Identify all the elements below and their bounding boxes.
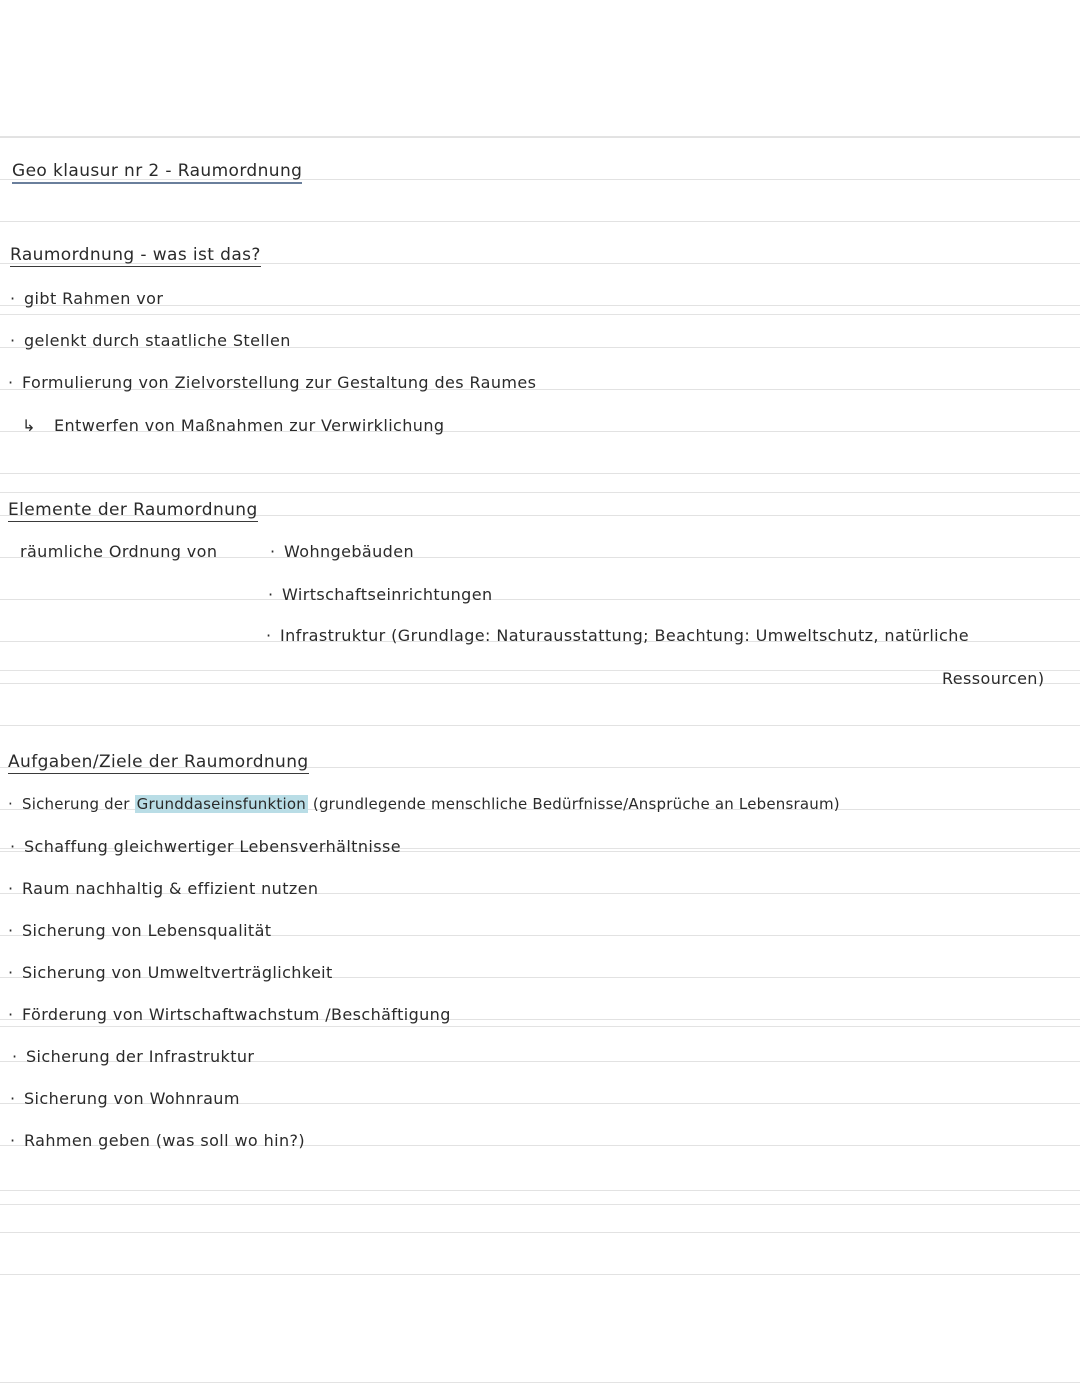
bullet-glyph: · — [8, 373, 14, 392]
section-heading-text: Raumordnung - was ist das? — [10, 245, 261, 265]
list-item-text: Sicherung der — [22, 795, 130, 813]
list-item-continuation — [942, 668, 1045, 690]
bullet-glyph: · — [266, 626, 272, 645]
list-item-text: Entwerfen von Maßnahmen zur Verwirklichung — [54, 416, 445, 435]
list-item-text: Wirtschaftseinrichtungen — [282, 585, 493, 604]
list-item — [10, 836, 401, 858]
section-heading-text: Elemente der Raumordnung — [8, 500, 258, 520]
list-item — [268, 584, 493, 606]
list-item — [10, 1130, 305, 1152]
list-item-text: Ressourcen) — [942, 669, 1045, 688]
elemente-intro — [20, 541, 217, 563]
ruled-line — [0, 1190, 1080, 1191]
bullet-glyph: · — [268, 585, 274, 604]
list-item-text: Sicherung von Lebensqualität — [22, 921, 272, 940]
list-item-text: gibt Rahmen vor — [24, 289, 164, 308]
section-heading-text: Aufgaben/Ziele der Raumordnung — [8, 752, 309, 772]
list-item-text: Formulierung von Zielvorstellung zur Gestaltung des Raumes — [22, 373, 537, 392]
list-item — [10, 1088, 240, 1110]
bullet-glyph: · — [10, 289, 16, 308]
bullet-glyph: · — [8, 795, 13, 813]
list-item-text: Sicherung von Umweltverträglichkeit — [22, 963, 333, 982]
elemente-intro-text: räumliche Ordnung von — [20, 542, 218, 561]
bullet-glyph: · — [10, 837, 16, 856]
list-item-text: Rahmen geben (was soll wo hin?) — [24, 1131, 306, 1150]
ruled-line — [0, 725, 1080, 726]
list-item — [8, 962, 333, 984]
list-item-sub — [22, 415, 444, 437]
bullet-glyph: · — [8, 879, 14, 898]
ruled-line — [0, 137, 1080, 138]
list-item-text: Schaffung gleichwertiger Lebensverhältnisse — [24, 837, 401, 856]
list-item — [270, 541, 414, 563]
bullet-glyph: · — [8, 921, 14, 940]
bullet-glyph: · — [10, 1131, 16, 1150]
list-item-text: Förderung von Wirtschaftwachstum /Beschäftigung — [22, 1005, 451, 1024]
arrow-icon: ↳ — [22, 416, 36, 435]
list-item — [10, 288, 163, 310]
bullet-glyph: · — [8, 1005, 14, 1024]
list-item-text: (grundlegende menschliche Bedürfnisse/Ansprüche an Lebensraum) — [312, 795, 840, 813]
list-item — [10, 330, 291, 352]
page-title — [12, 160, 302, 182]
list-item — [8, 878, 318, 900]
list-item — [8, 372, 536, 394]
list-item — [12, 1046, 254, 1068]
section-heading-aufgaben — [8, 751, 309, 773]
ruled-line — [0, 1232, 1080, 1233]
list-item-text: Wohngebäuden — [284, 542, 414, 561]
bullet-glyph: · — [8, 963, 14, 982]
ruled-line — [0, 683, 1080, 684]
ruled-line — [0, 221, 1080, 222]
list-item-text: Sicherung der Infrastruktur — [26, 1047, 255, 1066]
bullet-glyph: · — [10, 1089, 16, 1108]
list-item — [8, 920, 271, 942]
list-item — [8, 1004, 451, 1026]
highlighted-term: Grunddaseinsfunktion — [136, 795, 306, 813]
list-item-text: Raum nachhaltig & effizient nutzen — [22, 879, 319, 898]
ruled-line — [0, 599, 1080, 600]
bullet-glyph: · — [270, 542, 276, 561]
ruled-line — [0, 473, 1080, 474]
ruled-line — [0, 1274, 1080, 1275]
list-item-text: gelenkt durch staatliche Stellen — [24, 331, 291, 350]
page-title-text: Geo klausur nr 2 - Raumordnung — [12, 161, 302, 184]
section-heading-raumordnung — [10, 244, 261, 266]
bullet-glyph: · — [12, 1047, 18, 1066]
list-item — [8, 793, 840, 815]
bullet-glyph: · — [10, 331, 16, 350]
section-heading-elemente — [8, 499, 258, 521]
list-item — [266, 625, 969, 647]
list-item-text: Infrastruktur (Grundlage: Naturausstattung; Beachtung: Umweltschutz, natürliche — [280, 626, 970, 645]
list-item-text: Sicherung von Wohnraum — [24, 1089, 240, 1108]
